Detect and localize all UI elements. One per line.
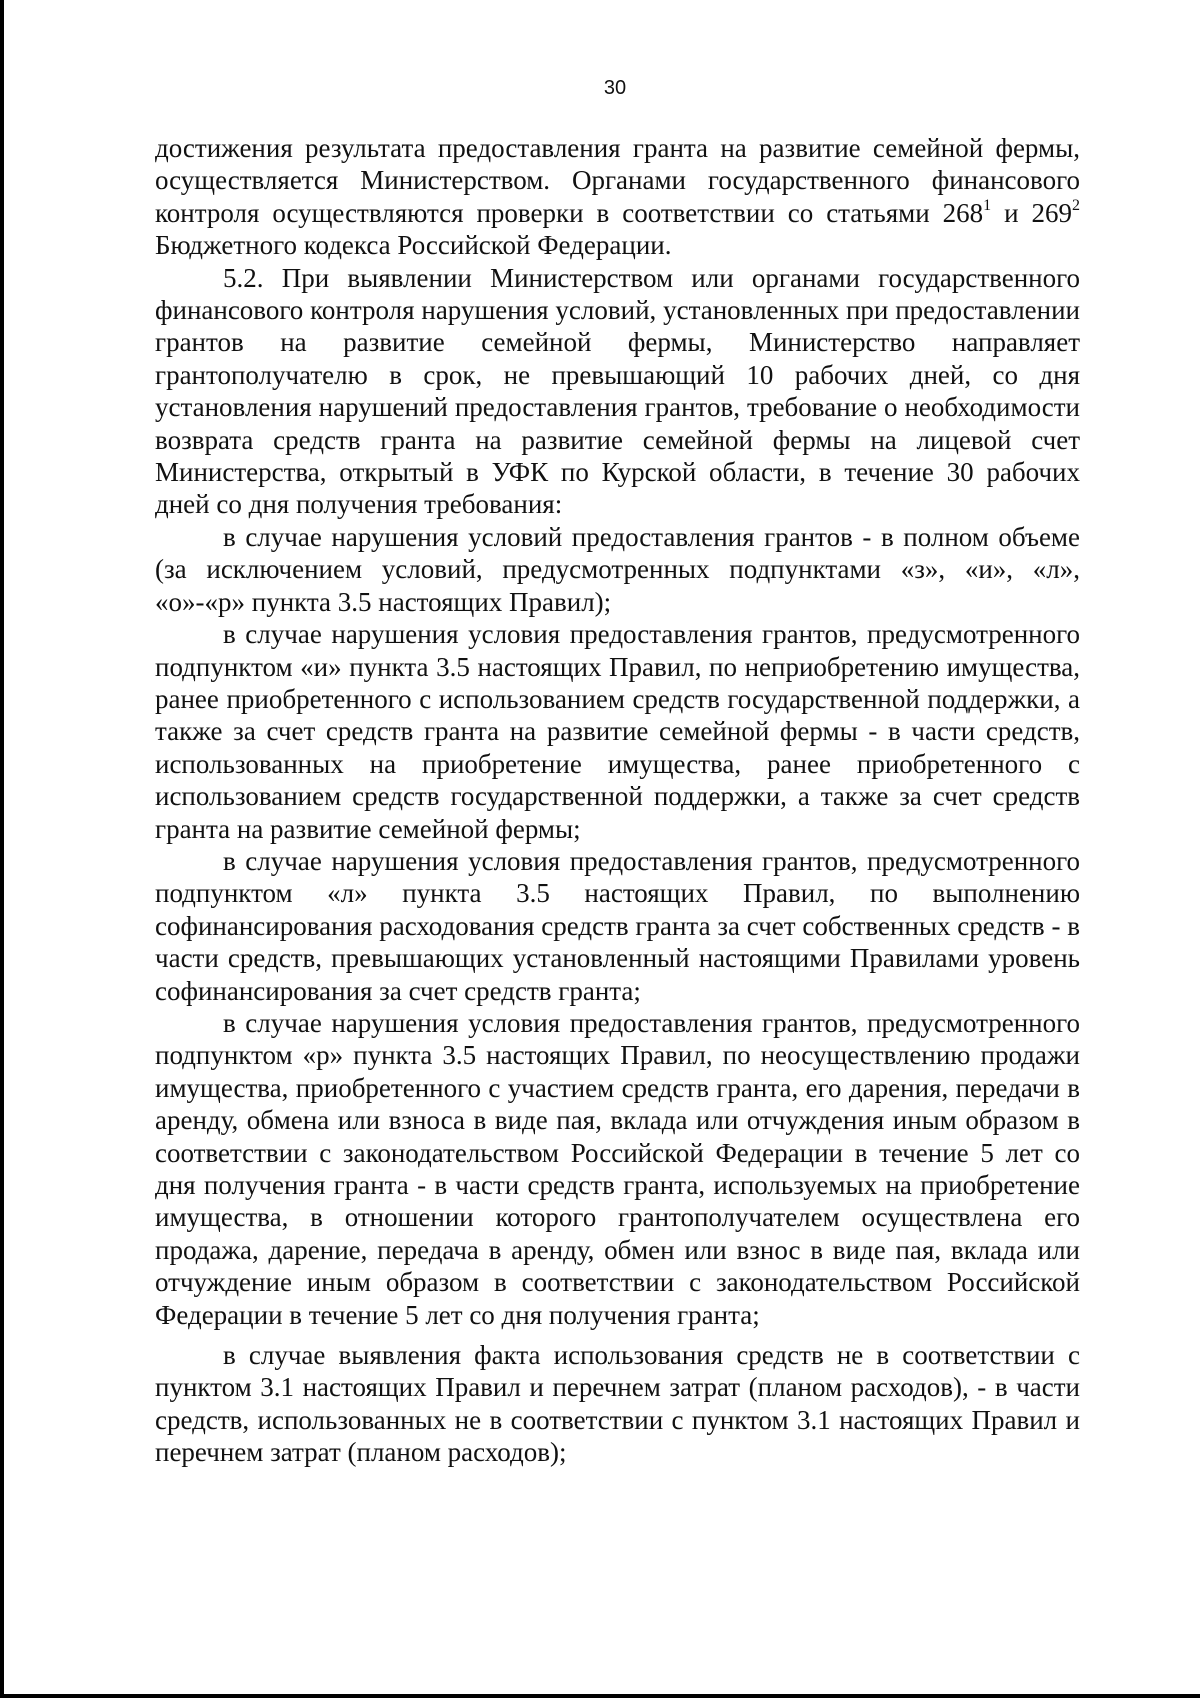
superscript: 2 bbox=[1072, 196, 1081, 214]
scan-border-bottom bbox=[0, 1694, 1200, 1698]
paragraph-subitem-i: в случае нарушения условия предоставления грантов, предусмотренного подпунктом «и» пункта 3.5 настоящих Правил, по неприобретению имущества, ранее приобретенного с использованием средств государственной поддержки, а также за счет средств гранта на развитие семейной фермы - в части средств, использованных на приобретение имущества, ранее приобретенного с использованием средств государственной поддержки, а также за счет средств гранта на развитие семейной фермы; bbox=[155, 619, 1080, 844]
paragraph-subitem-r: в случае нарушения условия предоставления грантов, предусмотренного подпунктом «р» пункта 3.5 настоящих Правил, по неосуществлению продажи имущества, приобретенного с участием средств гранта, его дарения, передачи в аренду, обмена или взноса в виде пая, вклада или отчуждения иным образом в соответствии с законодательством Российской Федерации в течение 5 лет со дня получения гранта - в части средств гранта, используемых на приобретение имущества, в отношении которого грантополучателем осуществлена его продажа, дарение, передача в аренду, обмен или взнос в виде пая, вклада или отчуждение иным образом в соответствии с законодательством Российской Федерации в течение 5 лет со дня получения гранта; bbox=[155, 1007, 1080, 1330]
paragraph-full-return: в случае нарушения условий предоставления грантов - в полном объеме (за исключением условий, предусмотренных подпунктами «з», «и», «л», «о»-«р» пункта 3.5 настоящих Правил); bbox=[155, 521, 1080, 617]
paragraph-text: Бюджетного кодекса Российской Федерации. bbox=[155, 230, 672, 261]
paragraph-text: достижения результата предоставления гранта на развитие семейной фермы, осуществляется Министерством. Органами государственного финансового контроля осуществляются проверки в соответствии со статьями 268 bbox=[155, 133, 1080, 228]
page-number: 30 bbox=[603, 77, 627, 99]
paragraph-continuation bbox=[155, 132, 1080, 262]
scan-border-left bbox=[0, 0, 4, 1698]
paragraph-subitem-l: в случае нарушения условия предоставления грантов, предусмотренного подпунктом «л» пункта 3.5 настоящих Правил, по выполнению софинансирования расходования средств гранта за счет собственных средств - в части средств, превышающих установленный настоящими Правилами уровень софинансирования за счет средств гранта; bbox=[155, 845, 1080, 1006]
paragraph-item-3-1: в случае выявления факта использования средств не в соответствии с пунктом 3.1 настоящих Правил и перечнем затрат (планом расходов), - в части средств, использованных не в соответствии с пунктом 3.1 настоящих Правил и перечнем затрат (планом расходов); bbox=[155, 1340, 1080, 1468]
paragraph-text: и 269 bbox=[991, 197, 1073, 228]
document-body bbox=[155, 132, 1080, 1469]
paragraph-5-2: 5.2. При выявлении Министерством или органами государственного финансового контроля нарушения условий, установленных при предоставлении грантов на развитие семейной фермы, Министерство направляет грантополучателю в срок, не превышающий 10 рабочих дней, со дня установления нарушений предоставления грантов, требование о необходимости возврата средств гранта на развитие семейной фермы на лицевой счет Министерства, открытый в УФК по Курской области, в течение 30 рабочих дней со дня получения требования: bbox=[155, 262, 1080, 520]
superscript: 1 bbox=[983, 196, 992, 214]
